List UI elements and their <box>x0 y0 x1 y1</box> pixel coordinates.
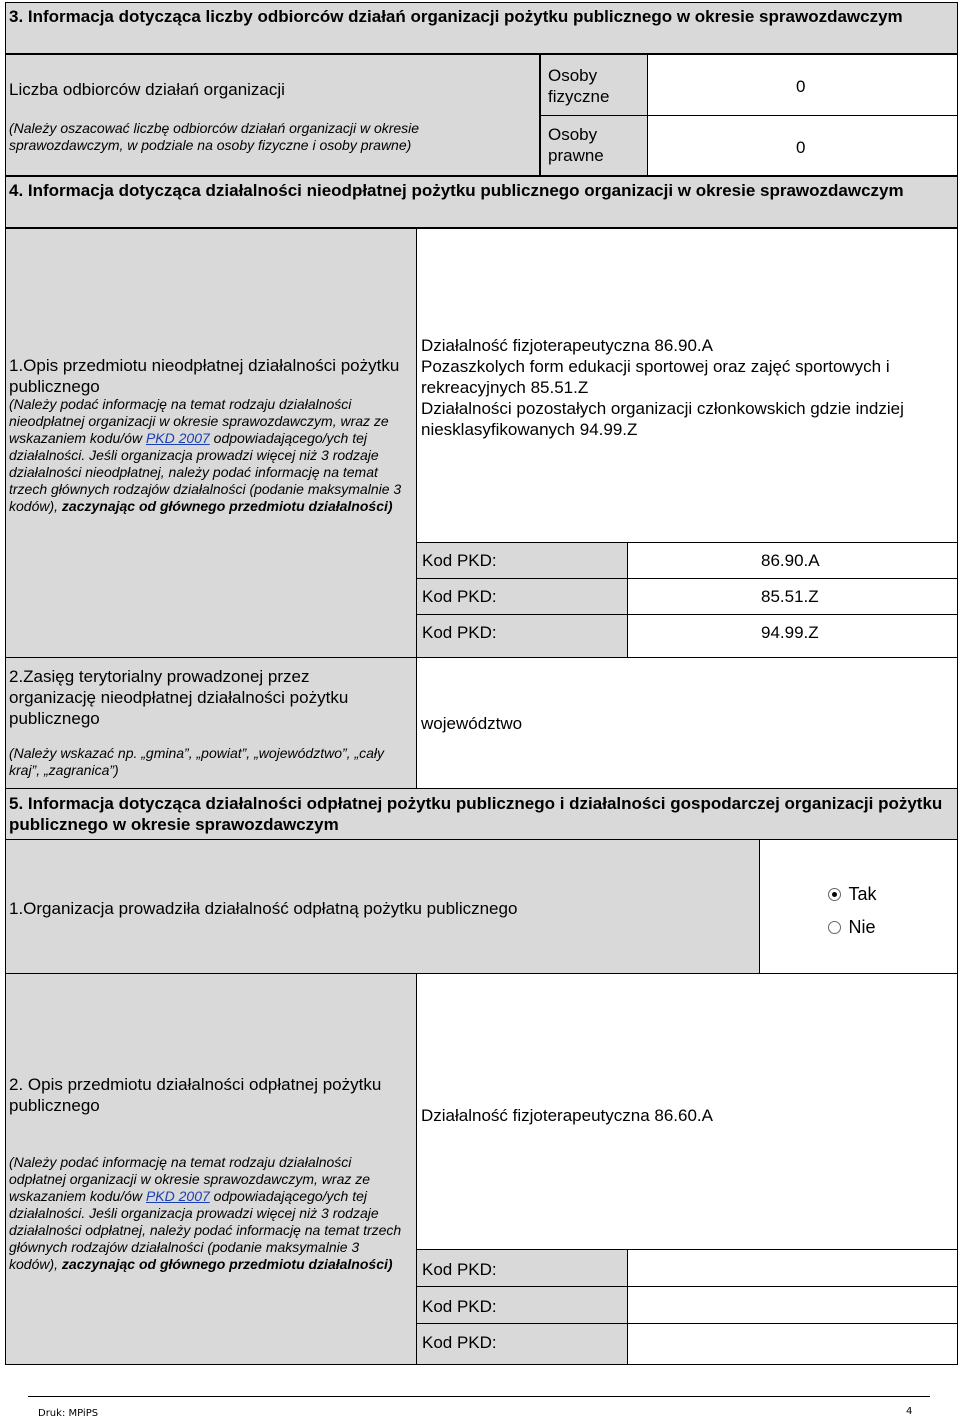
section4-q1-answer <box>421 335 951 440</box>
section5-q1-answer-cell <box>759 839 958 974</box>
pkd-value-cell[interactable] <box>627 1286 958 1324</box>
page-number: 4 <box>906 1406 913 1417</box>
pkd-label: Kod PKD: <box>422 1260 497 1279</box>
section4-q1-title: 1.Opis przedmiotu nieodpłatnej działalności pożytku publicznego <box>9 356 400 396</box>
section4-title: 4. Informacja dotycząca działalności nieodpłatnej pożytku publicznego organizacji w okresie sprawozdawczym <box>9 181 904 200</box>
radio-option-tak[interactable]: Tak <box>828 884 876 905</box>
footer-divider <box>28 1396 930 1397</box>
pkd-label: Kod PKD: <box>422 623 497 642</box>
radio-selected-icon[interactable] <box>828 888 841 901</box>
pkd-2007-link[interactable]: PKD 2007 <box>145 430 210 446</box>
answer-line: Działalności pozostałych organizacji członkowskich gdzie indziej niesklasyfikowanych 94.99.Z <box>421 399 904 439</box>
answer-line: Pozaszkolych form edukacji sportowej oraz zajęć sportowych i rekreacyjnych 85.51.Z <box>421 357 890 397</box>
natural-persons-value: 0 <box>796 77 806 96</box>
legal-persons-label: Osoby prawne <box>548 125 604 165</box>
pkd-value-cell[interactable] <box>627 1323 958 1365</box>
pkd-label: Kod PKD: <box>422 551 497 570</box>
pkd-label: Kod PKD: <box>422 587 497 606</box>
pkd-label: Kod PKD: <box>422 1333 497 1352</box>
section3-title: 3. Informacja dotycząca liczby odbiorców działań organizacji pożytku publicznego w okresie sprawozdawczym <box>9 7 903 26</box>
section5-q2-title: 2. Opis przedmiotu działalności odpłatnej pożytku publicznego <box>9 1075 382 1115</box>
pkd-2007-link[interactable]: PKD 2007 <box>145 1188 210 1204</box>
section4-q1-note: (Należy podać informację na temat rodzaju działalności nieodpłatnej organizacji w okresie sprawozdawczym, wraz ze wskazaniem kodu/ów PKD 2007 odpowiadającego/ych tej działalności. Jeśli organizacja prowadzi więcej niż 3 rodzaje działalności nieodpłatnej, należy podać informację na temat trzech głównych rodzajów działalności (podanie maksymalnie 3 kodów), zaczynając od głównego przedmiotu działalności) <box>9 396 402 514</box>
radio-unselected-icon[interactable] <box>828 921 841 934</box>
radio-option-nie[interactable]: Nie <box>828 917 875 938</box>
section5-q1-title: 1.Organizacja prowadziła działalność odpłatną pożytku publicznego <box>9 899 518 918</box>
section5-q2-answer: Działalność fizjoterapeutyczna 86.60.A <box>421 1106 713 1125</box>
recipients-note: (Należy oszacować liczbę odbiorców działań organizacji w okresie sprawozdawczym, w podziale na osoby fizyczne i osoby prawne) <box>9 120 420 153</box>
pkd-value: 94.99.Z <box>761 623 819 642</box>
legal-persons-value: 0 <box>796 138 806 157</box>
section5-title: 5. Informacja dotycząca działalności odpłatnej pożytku publicznego i działalności gospodarczej organizacji pożytku publicznego w okresie sprawozdawczym <box>9 794 943 834</box>
section4-q2-note: (Należy wskazać np. „gmina”, „powiat”, „województwo”, „cały kraj”, „zagranica”) <box>9 745 384 778</box>
recipients-label: Liczba odbiorców działań organizacji <box>9 80 285 99</box>
footer-print-label: Druk: MPiPS <box>38 1408 99 1419</box>
pkd-value: 85.51.Z <box>761 587 819 606</box>
answer-line: Działalność fizjoterapeutyczna 86.90.A <box>421 336 713 355</box>
section4-q2-answer: województwo <box>421 714 523 733</box>
section5-q2-note: (Należy podać informację na temat rodzaju działalności odpłatnej organizacji w okresie sprawozdawczym, wraz ze wskazaniem kodu/ów PKD 2007 odpowiadającego/ych tej działalności. Jeśli organizacja prowadzi więcej niż 3 rodzaje działalności odpłatnej, należy podać informację na temat trzech głównych rodzajów działalności (podanie maksymalnie 3 kodów), zaczynając od głównego przedmiotu działalności) <box>9 1154 402 1272</box>
section4-q2-title: 2.Zasięg terytorialny prowadzonej przez organizację nieodpłatnej działalności pożytku publicznego <box>9 667 349 728</box>
section3-label-cell <box>5 54 540 176</box>
natural-persons-label: Osoby fizyczne <box>548 66 610 106</box>
pkd-label: Kod PKD: <box>422 1297 497 1316</box>
pkd-value: 86.90.A <box>761 551 820 570</box>
pkd-value-cell[interactable] <box>627 1249 958 1287</box>
